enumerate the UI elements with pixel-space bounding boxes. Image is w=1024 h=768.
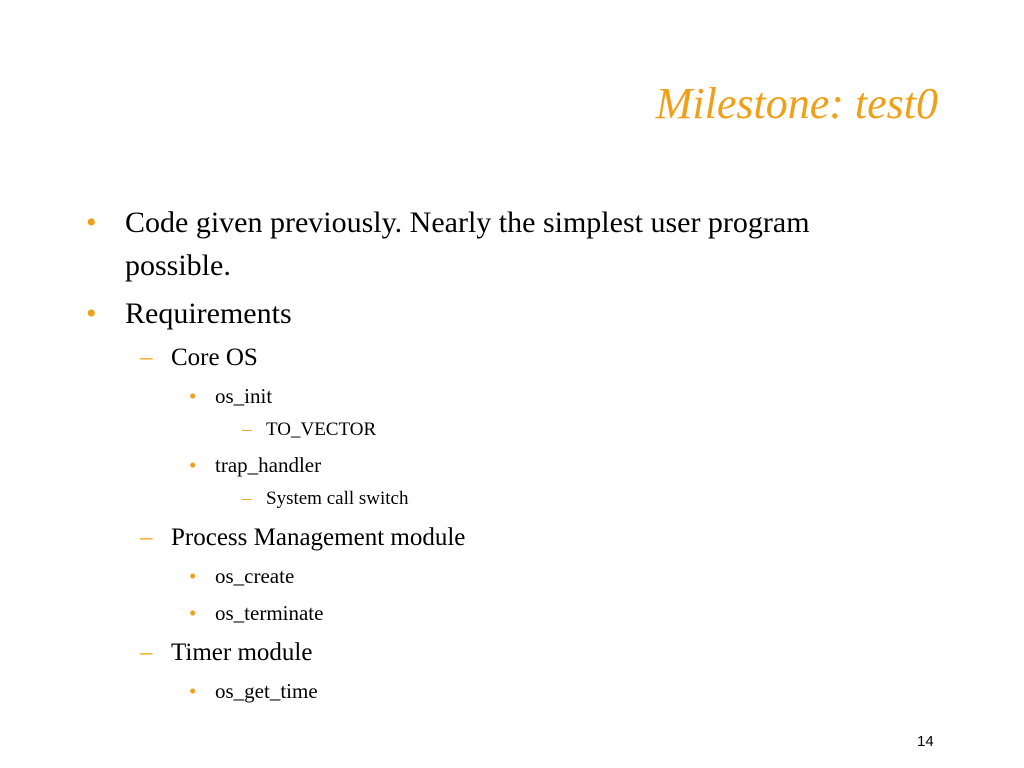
bullet-text: Core OS (171, 344, 258, 371)
bullet-marker: • (86, 206, 97, 239)
bullet-text: Timer module (171, 639, 313, 666)
bullet-text: os_get_time (215, 679, 318, 703)
bullet-text: System call switch (266, 488, 409, 509)
dash-marker: – (140, 344, 153, 371)
bullet-marker: • (189, 679, 197, 703)
slide-title: Milestone: test0 (655, 79, 938, 128)
dash-marker: – (140, 639, 153, 666)
bullet-marker: • (189, 384, 197, 408)
bullet-text: Code given previously. Nearly the simplest user program (125, 206, 810, 239)
dash-marker: – (140, 524, 153, 551)
bullet-text: os_create (215, 564, 295, 588)
bullet-marker: • (189, 564, 197, 588)
bullet-marker: • (189, 453, 197, 477)
dash-marker: – (242, 419, 252, 440)
bullet-text: os_terminate (215, 601, 324, 625)
bullet-text: possible. (125, 249, 231, 282)
bullet-text: Process Management module (171, 524, 466, 551)
page-number: 14 (917, 733, 934, 750)
bullet-text: trap_handler (215, 453, 322, 477)
bullet-text: os_init (215, 384, 273, 408)
bullet-marker: • (189, 601, 197, 625)
bullet-text: TO_VECTOR (266, 419, 377, 440)
bullet-marker: • (86, 297, 97, 330)
bullet-text: Requirements (125, 297, 292, 330)
dash-marker: – (242, 488, 252, 509)
